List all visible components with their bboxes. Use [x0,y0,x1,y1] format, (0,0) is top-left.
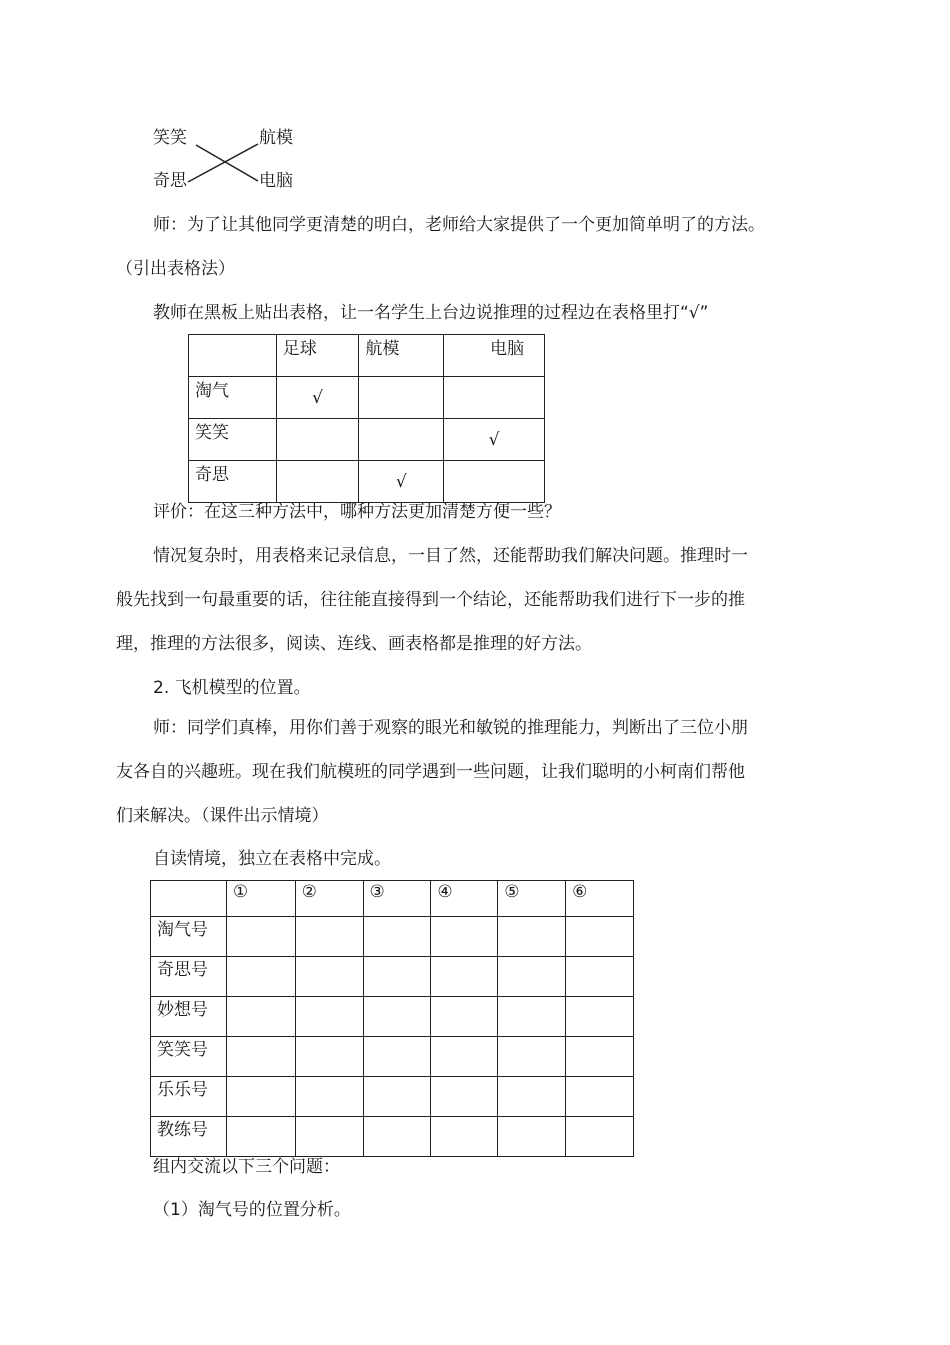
paragraph-teacher-board: 教师在黑板上贴出表格，让一名学生上台边说推理的过程边在表格里打“√” [153,303,709,323]
empty-cell [431,1077,498,1117]
check-cell [276,461,359,503]
paragraph-question-1: （1）淘气号的位置分析。 [153,1200,351,1220]
table-header-row [151,881,634,917]
empty-cell [566,1037,634,1077]
empty-cell [566,997,634,1037]
table-header-cell: ③ [363,881,431,917]
table-row [151,917,634,957]
paragraph-teacher-2-line3: 们来解决。（课件出示情境） [116,806,329,826]
row-label: 教练号 [151,1117,227,1157]
line-qisi-hangmo [188,144,258,182]
empty-cell [363,1037,431,1077]
diagram-right-top: 航模 [259,128,293,148]
table-header-cell: 航模 [359,335,444,377]
check-cell [276,419,359,461]
table-header-cell [151,881,227,917]
table-header-cell: ⑥ [566,881,634,917]
empty-cell [295,1117,363,1157]
row-label: 淘气 [189,377,277,419]
table-row [151,1117,634,1157]
table-row [189,461,545,503]
table-row [151,1077,634,1117]
row-label: 奇思号 [151,957,227,997]
check-cell [444,377,545,419]
check-cell [359,419,444,461]
empty-cell [295,1077,363,1117]
row-label: 奇思 [189,461,277,503]
section-heading-plane-model: 2. 飞机模型的位置。 [153,678,311,698]
empty-cell [431,1037,498,1077]
empty-cell [498,917,566,957]
table-header-row [189,335,545,377]
plane-position-table [150,880,634,1157]
check-cell [444,461,545,503]
check-cell [359,377,444,419]
table-row [151,957,634,997]
empty-cell [295,917,363,957]
empty-cell [363,1077,431,1117]
empty-cell [431,1117,498,1157]
table-row [189,419,545,461]
empty-cell [498,1117,566,1157]
empty-cell [498,957,566,997]
empty-cell [363,957,431,997]
empty-cell [363,917,431,957]
empty-cell [226,1037,295,1077]
paragraph-self-read: 自读情境，独立在表格中完成。 [153,849,391,869]
paragraph-evaluation: 评价：在这三种方法中，哪种方法更加清楚方便一些？ [153,502,561,522]
empty-cell [498,1077,566,1117]
row-label: 笑笑号 [151,1037,227,1077]
empty-cell [431,957,498,997]
empty-cell [295,1037,363,1077]
diagram-right-bottom: 电脑 [259,171,293,191]
check-cell: √ [276,377,359,419]
empty-cell [226,957,295,997]
empty-cell [498,997,566,1037]
line-xiaoxiao-dianno [196,145,258,181]
row-label: 妙想号 [151,997,227,1037]
row-label: 笑笑 [189,419,277,461]
paragraph-teacher-2-line1: 师：同学们真棒，用你们善于观察的眼光和敏锐的推理能力，判断出了三位小朋 [153,718,748,738]
diagram-left-bottom: 奇思 [153,171,187,191]
table-header-cell: ④ [431,881,498,917]
empty-cell [226,997,295,1037]
table-header-cell: ⑤ [498,881,566,917]
paragraph-teacher-1-line2: （引出表格法） [116,259,235,279]
empty-cell [226,917,295,957]
empty-cell [566,957,634,997]
empty-cell [363,997,431,1037]
table-header-cell: ② [295,881,363,917]
empty-cell [295,997,363,1037]
empty-cell [431,997,498,1037]
empty-cell [566,917,634,957]
table-header-cell: 足球 [276,335,359,377]
paragraph-summary-line1: 情况复杂时，用表格来记录信息，一目了然，还能帮助我们解决问题。推理时一 [153,546,748,566]
check-cell: √ [359,461,444,503]
empty-cell [498,1037,566,1077]
empty-cell [295,957,363,997]
paragraph-teacher-1-line1: 师：为了让其他同学更清楚的明白，老师给大家提供了一个更加简单明了的方法。 [153,215,765,235]
empty-cell [566,1117,634,1157]
table-row [151,1037,634,1077]
diagram-cross-lines [180,135,270,190]
row-label: 淘气号 [151,917,227,957]
table-row [189,377,545,419]
diagram-left-top: 笑笑 [153,128,187,148]
table-header-cell [189,335,277,377]
empty-cell [566,1077,634,1117]
table-row [151,997,634,1037]
check-cell: √ [444,419,545,461]
empty-cell [226,1077,295,1117]
paragraph-summary-line3: 理，推理的方法很多，阅读、连线、画表格都是推理的好方法。 [116,634,592,654]
table-header-cell: 电脑 [444,335,545,377]
paragraph-summary-line2: 般先找到一句最重要的话，往往能直接得到一个结论，还能帮助我们进行下一步的推 [116,590,745,610]
empty-cell [431,917,498,957]
paragraph-teacher-2-line2: 友各自的兴趣班。现在我们航模班的同学遇到一些问题，让我们聪明的小柯南们帮他 [116,762,745,782]
empty-cell [226,1117,295,1157]
paragraph-group-discussion: 组内交流以下三个问题： [153,1157,340,1177]
table-header-cell: ① [226,881,295,917]
reasoning-table [188,334,545,503]
empty-cell [363,1117,431,1157]
row-label: 乐乐号 [151,1077,227,1117]
